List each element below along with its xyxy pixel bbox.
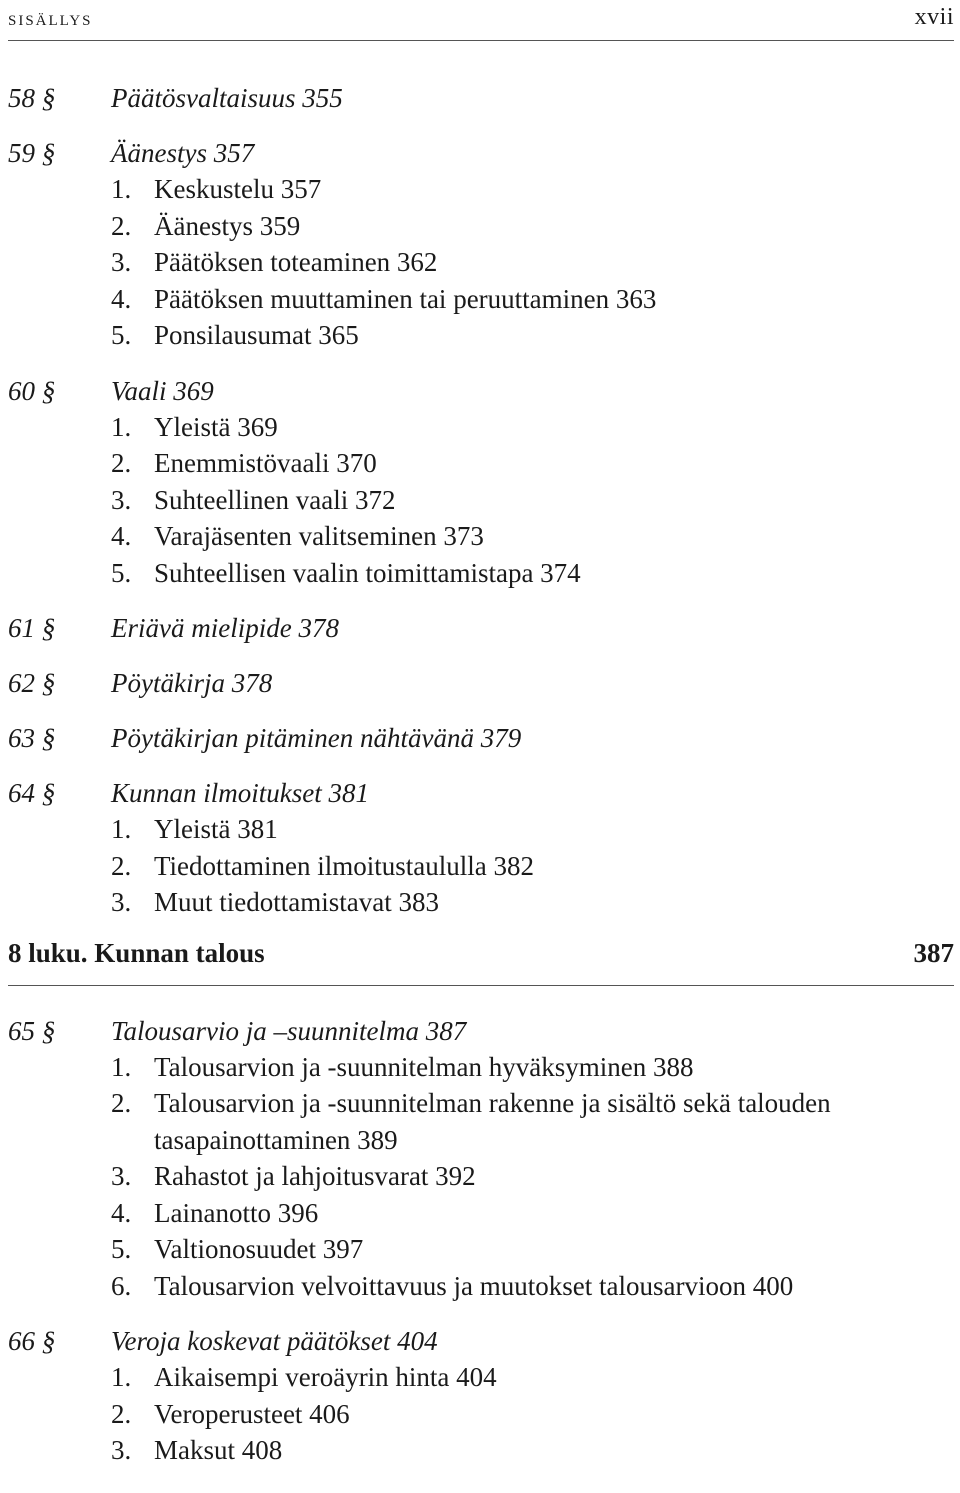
chapter-page-number: 387 xyxy=(913,937,954,968)
subsection-text: Muut tiedottamistavat 383 xyxy=(154,887,439,917)
toc-section-heading xyxy=(8,1323,954,1359)
section-spacer xyxy=(8,591,954,610)
subsection-entry xyxy=(8,208,954,245)
toc-section-heading xyxy=(8,135,954,171)
subsection-text: Suhteellinen vaali 372 xyxy=(154,484,396,515)
running-head xyxy=(8,4,954,34)
subsection-number: 2. xyxy=(111,1398,132,1429)
header-rule xyxy=(8,40,954,41)
subsection-text: Talousarvion ja -suunnitelman hyväksyminen 388 xyxy=(154,1051,694,1082)
section-number: 58 § xyxy=(8,83,56,113)
toc-section-heading xyxy=(8,373,954,409)
toc-section xyxy=(8,610,954,646)
subsection-text: Enemmistövaali 370 xyxy=(154,448,377,478)
subsection-number: 4. xyxy=(111,1197,132,1228)
subsection-number: 4. xyxy=(111,283,132,314)
subsection-text: Lainanotto 396 xyxy=(154,1197,319,1228)
subsection-entry xyxy=(8,409,954,446)
subsection-number: 6. xyxy=(111,1270,132,1301)
subsection-entry xyxy=(8,1049,954,1086)
subsection-number: 2. xyxy=(111,210,132,241)
toc-section-heading xyxy=(8,610,954,646)
section-spacer xyxy=(8,646,954,665)
subsection-number: 1. xyxy=(111,411,132,442)
section-spacer xyxy=(8,116,954,135)
section-number: 61 § xyxy=(8,613,56,643)
running-head-title: sisällys xyxy=(8,6,93,30)
subsection-text: Suhteellisen vaalin toimittamistapa 374 xyxy=(154,557,581,588)
subsection-text: Yleistä 381 xyxy=(154,814,278,844)
subsection-list xyxy=(8,1359,954,1469)
subsection-text: Päätöksen toteaminen 362 xyxy=(154,247,438,277)
toc-section xyxy=(8,373,954,592)
subsection-entry xyxy=(8,1432,954,1469)
subsection-number: 3. xyxy=(111,1435,132,1465)
subsection-text: Aikaisempi veroäyrin hinta 404 xyxy=(154,1362,497,1392)
section-number: 65 § xyxy=(8,1015,56,1046)
section-number: 60 § xyxy=(8,375,56,406)
subsection-number: 3. xyxy=(111,484,132,515)
section-title: Äänestys 357 xyxy=(111,138,255,168)
subsection-entry xyxy=(8,1158,954,1195)
subsection-entry xyxy=(8,1231,954,1268)
subsection-text: Rahastot ja lahjoitusvarat 392 xyxy=(154,1161,476,1191)
subsection-text: Keskustelu 357 xyxy=(154,174,322,204)
subsection-entry xyxy=(8,1085,954,1158)
subsection-entry xyxy=(8,811,954,848)
toc-section-heading xyxy=(8,80,954,116)
subsection-list xyxy=(8,811,954,921)
toc-section xyxy=(8,1323,954,1469)
subsection-number: 1. xyxy=(111,1362,132,1392)
toc-section-heading xyxy=(8,775,954,811)
subsection-number: 5. xyxy=(111,320,132,350)
subsection-entry xyxy=(8,171,954,208)
toc-section xyxy=(8,80,954,116)
subsection-list xyxy=(8,1049,954,1305)
section-spacer xyxy=(8,1304,954,1323)
subsection-text: Ponsilausumat 365 xyxy=(154,320,359,350)
section-spacer xyxy=(8,354,954,373)
subsection-entry xyxy=(8,317,954,354)
subsection-entry xyxy=(8,884,954,921)
subsection-text: Äänestys 359 xyxy=(154,210,301,241)
toc-section-heading xyxy=(8,720,954,756)
subsection-number: 4. xyxy=(111,521,132,551)
toc-sections-group-a xyxy=(8,80,954,921)
subsection-number: 1. xyxy=(111,174,132,204)
subsection-text: Talousarvion velvoittavuus ja muutokset talousarvioon 400 xyxy=(154,1270,794,1301)
toc-section xyxy=(8,720,954,756)
subsection-entry xyxy=(8,244,954,281)
section-number: 66 § xyxy=(8,1326,56,1356)
toc-sections-group-b xyxy=(8,1013,954,1469)
toc-section xyxy=(8,1013,954,1305)
toc-section xyxy=(8,775,954,921)
subsection-text: Talousarvion ja -suunnitelman rakenne ja sisältö sekä talouden tasapainottaminen 389 xyxy=(154,1088,831,1155)
subsection-number: 5. xyxy=(111,557,132,588)
subsection-text: Yleistä 369 xyxy=(154,411,278,442)
subsection-entry xyxy=(8,1396,954,1433)
section-spacer xyxy=(8,756,954,775)
subsection-entry xyxy=(8,555,954,592)
table-of-contents xyxy=(8,80,954,1469)
section-number: 64 § xyxy=(8,778,56,808)
subsection-number: 2. xyxy=(111,850,132,881)
subsection-number: 3. xyxy=(111,887,132,917)
section-number: 59 § xyxy=(8,138,56,168)
subsection-number: 1. xyxy=(111,1051,132,1082)
subsection-entry xyxy=(8,445,954,482)
subsection-number: 3. xyxy=(111,1161,132,1191)
section-number: 62 § xyxy=(8,668,56,698)
subsection-entry xyxy=(8,482,954,519)
section-spacer xyxy=(8,701,954,720)
section-title: Eriävä mielipide 378 xyxy=(111,613,339,643)
section-title: Talousarvio ja –suunnitelma 387 xyxy=(111,1015,467,1046)
subsection-entry xyxy=(8,1195,954,1232)
subsection-text: Maksut 408 xyxy=(154,1435,283,1465)
subsection-number: 2. xyxy=(111,1088,132,1118)
subsection-list xyxy=(8,171,954,354)
subsection-text: Veroperusteet 406 xyxy=(154,1398,350,1429)
subsection-text: Valtionosuudet 397 xyxy=(154,1234,364,1264)
subsection-entry xyxy=(8,281,954,318)
chapter-rule xyxy=(8,985,954,986)
subsection-text: Päätöksen muuttaminen tai peruuttaminen 363 xyxy=(154,283,657,314)
chapter-title: 8 luku. Kunnan talous xyxy=(8,937,265,968)
subsection-entry xyxy=(8,1268,954,1305)
toc-section xyxy=(8,665,954,701)
subsection-number: 3. xyxy=(111,247,132,277)
subsection-text: Varajäsenten valitseminen 373 xyxy=(154,521,484,551)
subsection-list xyxy=(8,409,954,592)
section-title: Pöytäkirja 378 xyxy=(111,668,273,698)
page-number: xvii xyxy=(914,4,954,30)
subsection-entry xyxy=(8,848,954,885)
toc-section-heading xyxy=(8,665,954,701)
section-title: Vaali 369 xyxy=(111,375,214,406)
subsection-text: Tiedottaminen ilmoitustaululla 382 xyxy=(154,850,534,881)
section-title: Veroja koskevat päätökset 404 xyxy=(111,1326,438,1356)
subsection-entry xyxy=(8,1359,954,1396)
toc-section-heading xyxy=(8,1013,954,1049)
chapter-heading xyxy=(8,933,954,973)
section-title: Päätösvaltaisuus 355 xyxy=(111,83,343,113)
section-title: Pöytäkirjan pitäminen nähtävänä 379 xyxy=(111,723,522,753)
toc-section xyxy=(8,135,954,354)
section-number: 63 § xyxy=(8,723,56,753)
subsection-number: 1. xyxy=(111,814,132,844)
subsection-number: 5. xyxy=(111,1234,132,1264)
subsection-entry xyxy=(8,518,954,555)
subsection-number: 2. xyxy=(111,448,132,478)
section-title: Kunnan ilmoitukset 381 xyxy=(111,778,369,808)
